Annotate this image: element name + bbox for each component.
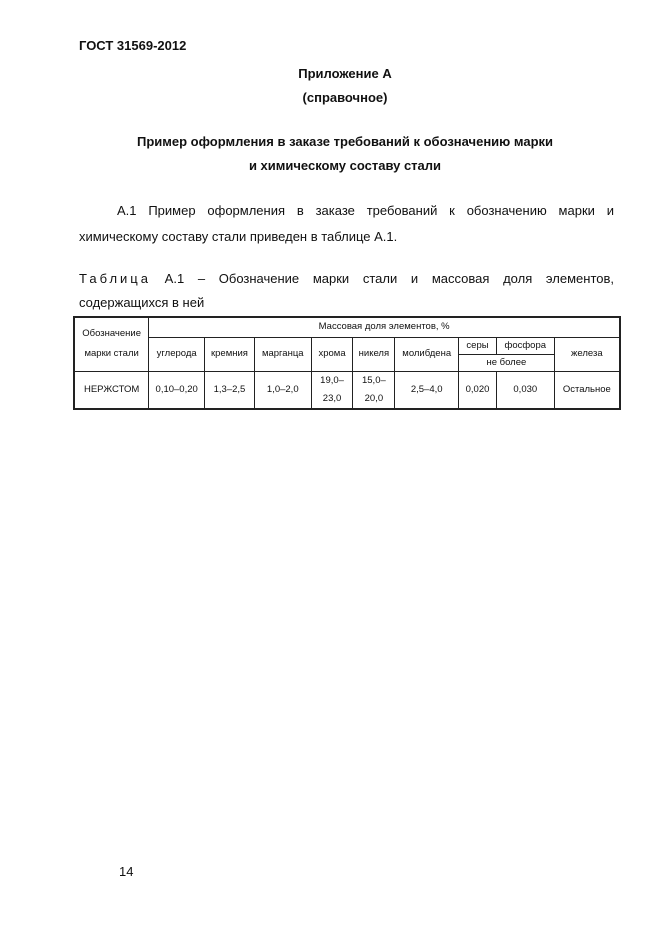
cell-grade: НЕРЖСТОМ bbox=[74, 371, 149, 409]
cell-phosphorus: 0,030 bbox=[496, 371, 554, 409]
table-header-row-2 bbox=[74, 337, 620, 354]
header-carbon: углерода bbox=[149, 337, 205, 371]
header-mass-fraction: Массовая доля элементов, % bbox=[149, 317, 620, 337]
cell-manganese: 1,0–2,0 bbox=[254, 371, 311, 409]
cell-molybdenum: 2,5–4,0 bbox=[395, 371, 459, 409]
table-caption-line1 bbox=[79, 267, 614, 291]
header-molybdenum: молибдена bbox=[395, 337, 459, 371]
header-chromium: хрома bbox=[311, 337, 353, 371]
cell-silicon: 1,3–2,5 bbox=[205, 371, 255, 409]
table-header-row-1 bbox=[74, 317, 620, 337]
header-manganese: марганца bbox=[254, 337, 311, 371]
composition-table bbox=[73, 316, 621, 410]
section-title-line2: и химическому составу стали bbox=[248, 158, 442, 173]
cell-sulfur: 0,020 bbox=[459, 371, 497, 409]
table-row bbox=[74, 371, 620, 409]
cell-iron: Остальное bbox=[554, 371, 620, 409]
appendix-title: Приложение А bbox=[298, 66, 392, 81]
section-title-line1: Пример оформления в заказе требований к обозначению марки bbox=[136, 134, 554, 149]
cell-chromium: 19,0–23,0 bbox=[311, 371, 353, 409]
header-silicon: кремния bbox=[205, 337, 255, 371]
appendix-subtitle: (справочное) bbox=[302, 90, 388, 105]
table-caption-text: А.1 – Обозначение марки стали и массовая доля элементов, bbox=[150, 271, 614, 286]
paragraph-line2: химическому составу стали приведен в таблице А.1. bbox=[79, 229, 398, 244]
paragraph-line1: А.1 Пример оформления в заказе требований к обозначению марки и bbox=[117, 203, 614, 218]
cell-nickel: 15,0–20,0 bbox=[353, 371, 395, 409]
header-phosphorus: фосфора bbox=[496, 337, 554, 354]
table-caption-line2: содержащихся в ней bbox=[79, 295, 205, 310]
header-sulfur: серы bbox=[459, 337, 497, 354]
cell-carbon: 0,10–0,20 bbox=[149, 371, 205, 409]
header-nickel: никеля bbox=[353, 337, 395, 371]
table-caption-label: Таблица bbox=[79, 271, 151, 286]
body-paragraph bbox=[79, 198, 614, 250]
document-id: ГОСТ 31569-2012 bbox=[79, 38, 187, 53]
header-no-more: не более bbox=[459, 354, 555, 371]
header-iron: железа bbox=[554, 337, 620, 371]
page-number: 14 bbox=[119, 864, 134, 879]
header-designation: Обозначение марки стали bbox=[74, 317, 149, 371]
table-caption bbox=[79, 267, 614, 315]
